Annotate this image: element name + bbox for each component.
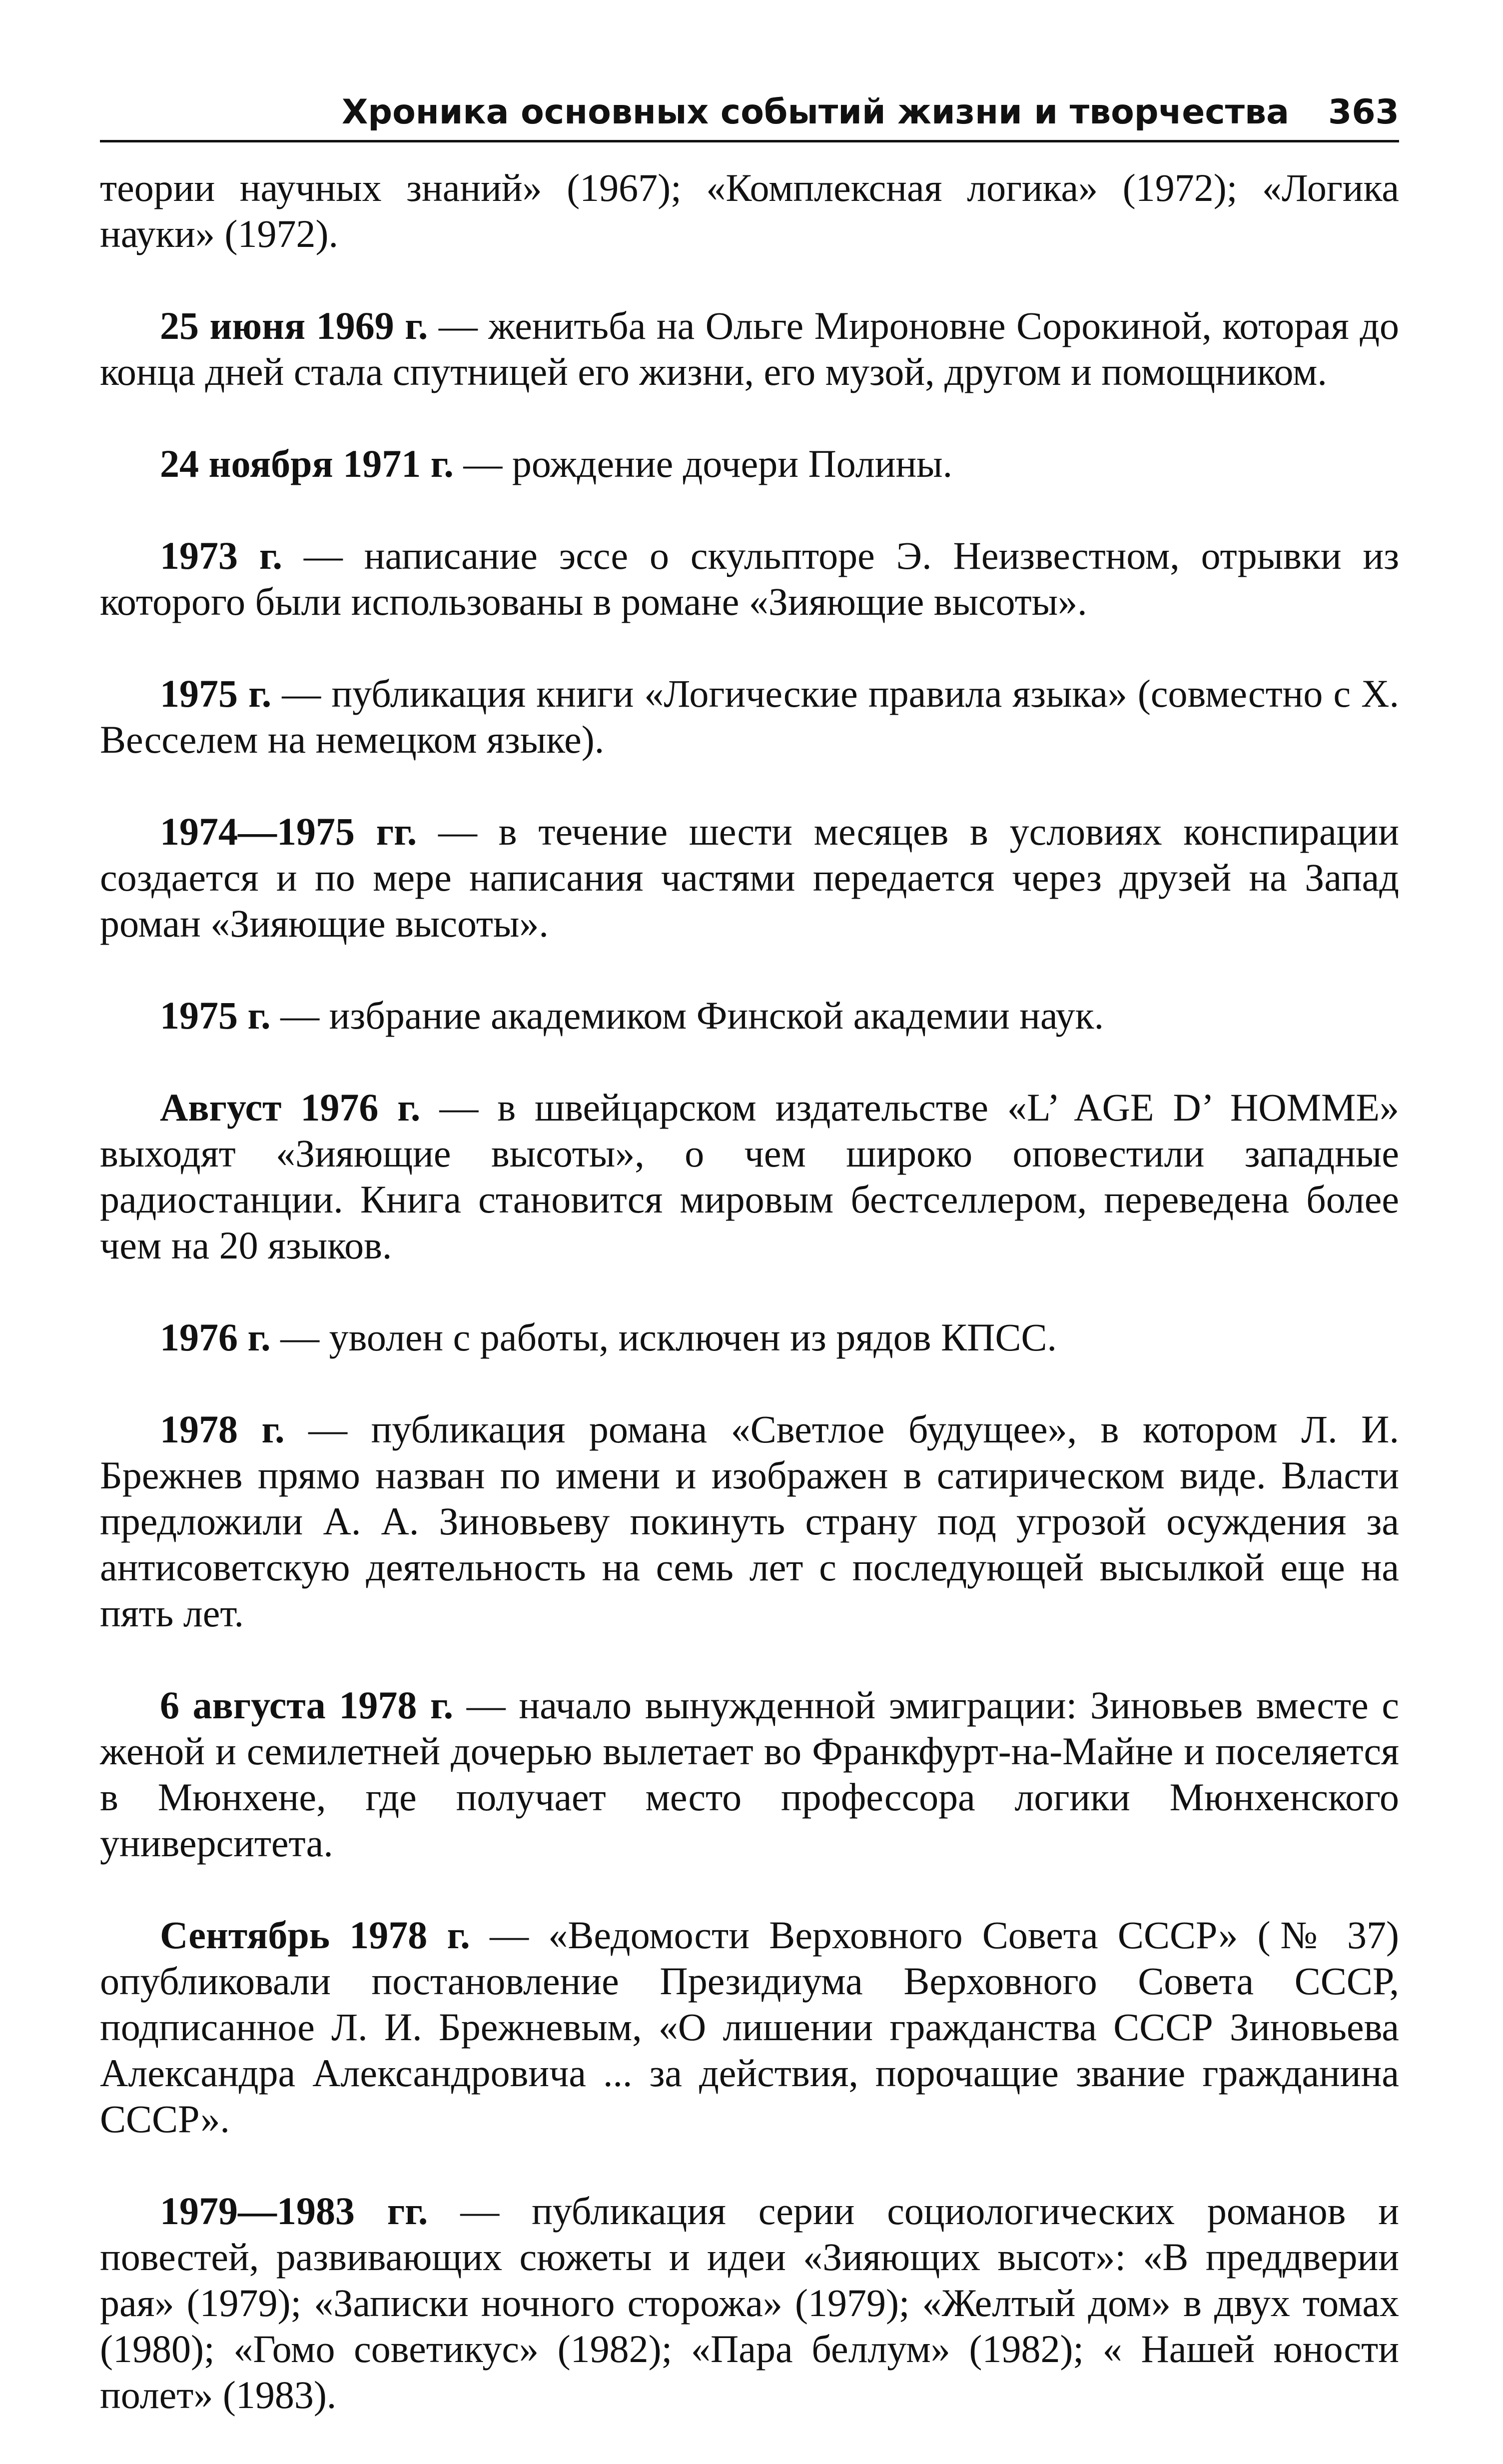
chronicle-entry-continuation — [100, 165, 1399, 257]
chronicle-entry — [100, 1682, 1399, 1866]
entry-date: 6 августа 1978 г. — [160, 1683, 454, 1727]
entry-date: Сентябрь 1978 г. — [160, 1913, 470, 1957]
chronicle-text — [100, 165, 1399, 2464]
entry-text: — женитьба на Ольге Мироновне Сорокиной, которая до конца дней стала спутницей его жизни, его музой, другом и помощником. — [100, 304, 1400, 393]
entry-date: 25 июня 1969 г. — [160, 304, 428, 347]
entry-date: 1976 г. — [160, 1315, 271, 1359]
entry-text: — публикация книги «Логические правила языка» (совместно с X. Весселем на немецком языке). — [100, 672, 1399, 761]
chronicle-entry — [100, 1085, 1399, 1268]
chronicle-entry — [100, 1912, 1399, 2142]
running-head — [100, 85, 1399, 142]
entry-date: 1978 г. — [160, 1407, 285, 1451]
chronicle-entry — [100, 1406, 1399, 1636]
chronicle-entry — [100, 2188, 1399, 2418]
entry-text: — публикация серии социологических романов и повестей, развивающих сюжеты и идеи «Зияющих высот»: «В преддверии рая» (1979); «Записки ночного сторожа» (1979); «Желтый дом» в двух томах (1980); «Гомо советикус» (1982); «Пара беллум» (1982); « Нашей юности полет» (1983). — [100, 2189, 1399, 2417]
chronicle-entry — [100, 303, 1399, 395]
chronicle-entry — [100, 671, 1399, 763]
entry-date: 1979—1983 гг. — [160, 2189, 428, 2233]
chronicle-entry — [100, 993, 1399, 1039]
entry-text: — «Ведомости Верховного Совета СССР» (№ 37) опубликовали постановление Президиума Верховного Совета СССР, подписанное Л. И. Брежневым, «О лишении гражданства СССР Зиновьева Александра Александровича ... за действия, порочащие звание гражданина СССР». — [100, 1913, 1399, 2141]
chronicle-entry — [100, 809, 1399, 947]
entry-text: теории научных знаний» (1967); «Комплексная логика» (1972); «Логика науки» (1972). — [100, 166, 1399, 255]
entry-date: 1975 г. — [160, 672, 272, 715]
entry-text: — в швейцарском издательстве «L’ AGE D’ HOMME» выходят «Зияющие высоты», о чем широко оповестили западные радиостанции. Книга становится мировым бестселлером, переведена более чем на 20 языков. — [100, 1086, 1399, 1267]
entry-date: 24 ноября 1971 г. — [160, 442, 454, 485]
chronicle-entry — [100, 441, 1399, 487]
entry-date: 1974—1975 гг. — [160, 810, 417, 853]
page-number: 363 — [1328, 92, 1399, 132]
entry-date: Август 1976 г. — [160, 1086, 421, 1129]
entry-date: 1973 г. — [160, 534, 283, 577]
entry-text: — начало вынужденной эмиграции: Зиновьев вместе с женой и семилетней дочерью вылетает во Франкфурт-на-Майне и поселяется в Мюнхене, где получает место профессора логики Мюнхенского университета. — [100, 1683, 1400, 1865]
entry-text: — рождение дочери Полины. — [453, 442, 953, 485]
entry-text: — в течение шести месяцев в условиях конспирации создается и по мере написания частями передается через друзей на Запад роман «Зияющие высоты». — [100, 810, 1399, 945]
entry-text: — избрание академиком Финской академии наук. — [270, 994, 1104, 1037]
entry-text: — написание эссе о скульпторе Э. Неизвестном, отрывки из которого были использованы в романе «Зияющие высоты». — [100, 534, 1399, 623]
chronicle-entry — [100, 1314, 1399, 1360]
entry-date: 1975 г. — [160, 994, 271, 1037]
entry-text: — уволен с работы, исключен из рядов КПСС. — [270, 1315, 1057, 1359]
chronicle-entry — [100, 533, 1399, 625]
running-head-title: Хроника основных событий жизни и творчества — [341, 92, 1289, 132]
entry-text: — публикация романа «Светлое будущее», в котором Л. И. Брежнев прямо назван по имени и изображен в сатирическом виде. Власти предложили А. А. Зиновьеву покинуть страну под угрозой осуждения за антисоветскую деятельность на семь лет с последующей высылкой еще на пять лет. — [100, 1407, 1400, 1635]
